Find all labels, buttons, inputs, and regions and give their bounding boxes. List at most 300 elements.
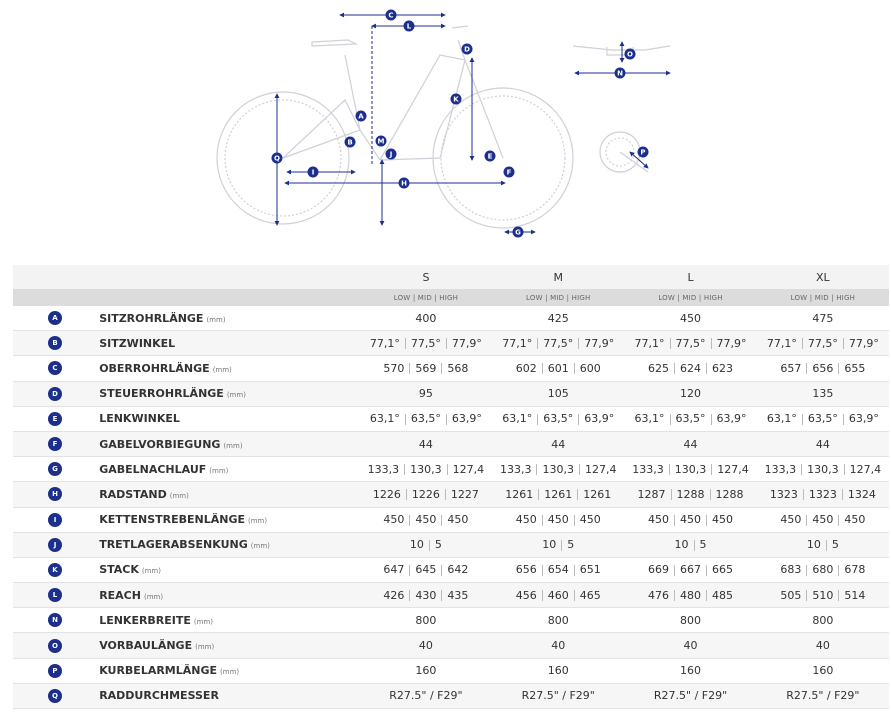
table-row — [13, 658, 889, 683]
row-unit: (mm) — [209, 466, 229, 475]
size-value-cell — [360, 608, 492, 633]
svg-text:F: F — [506, 168, 512, 177]
size-value-cell — [757, 532, 889, 557]
value: 425 — [547, 311, 569, 325]
size-value-cell — [492, 583, 624, 608]
value: 63,5° — [543, 412, 574, 426]
value: 435 — [447, 588, 469, 602]
value: 44 — [418, 437, 433, 451]
row-label: KETTENSTREBENLÄNGE — [99, 513, 245, 527]
row-label-cell — [99, 583, 360, 608]
svg-text:P: P — [640, 148, 646, 157]
value: 77,1° — [502, 336, 533, 350]
table-row — [13, 431, 889, 456]
value: 505 — [780, 588, 802, 602]
size-header-xl: XL — [757, 265, 889, 289]
size-value-cell — [624, 482, 756, 507]
value: 450 — [844, 513, 866, 527]
value: 77,9° — [716, 336, 747, 350]
row-label: VORBAULÄNGE — [99, 639, 193, 653]
size-value-cell — [360, 457, 492, 482]
table-row — [13, 356, 889, 381]
value: 476 — [648, 588, 670, 602]
value: 651 — [579, 563, 601, 577]
value: 475 — [812, 311, 834, 325]
value: 10 — [806, 538, 821, 552]
value: 135 — [812, 387, 834, 401]
svg-text:I: I — [311, 168, 315, 177]
size-value-cell — [360, 306, 492, 331]
value: 133,3 — [764, 462, 797, 476]
row-label: SITZWINKEL — [99, 336, 176, 350]
value: 654 — [547, 563, 569, 577]
value: 669 — [648, 563, 670, 577]
size-value-cell — [757, 482, 889, 507]
value: 77,9° — [584, 336, 615, 350]
svg-text:K: K — [453, 95, 459, 104]
size-value-cell — [360, 381, 492, 406]
row-label-cell — [99, 331, 360, 356]
row-letter-badge: C — [48, 361, 62, 375]
value: 40 — [815, 639, 830, 653]
value: 5 — [434, 538, 442, 552]
row-label: RADDURCHMESSER — [99, 689, 219, 703]
value: 625 — [648, 361, 670, 375]
row-letter-badge: N — [48, 613, 62, 627]
value: 601 — [547, 361, 569, 375]
row-label-cell — [99, 608, 360, 633]
value: 127,4 — [717, 462, 749, 476]
value: 10 — [409, 538, 424, 552]
value: R27.5" / F29" — [389, 689, 463, 703]
value: 77,5° — [675, 336, 706, 350]
value: 510 — [812, 588, 834, 602]
value: 160 — [680, 664, 702, 678]
diagram-badge-g — [513, 227, 524, 238]
value: 63,5° — [807, 412, 838, 426]
value: 450 — [515, 513, 537, 527]
value: 77,9° — [848, 336, 879, 350]
value: 63,5° — [675, 412, 706, 426]
value: 77,9° — [451, 336, 482, 350]
row-unit: (mm) — [248, 517, 268, 526]
value: 63,1° — [502, 412, 533, 426]
value: 5 — [567, 538, 575, 552]
size-value-cell — [624, 532, 756, 557]
size-value-cell — [360, 633, 492, 658]
value: 44 — [551, 437, 566, 451]
size-value-cell — [360, 683, 492, 708]
size-value-cell — [757, 406, 889, 431]
value: 63,9° — [716, 412, 747, 426]
row-label: RADSTAND — [99, 487, 167, 501]
row-unit: (mm) — [250, 542, 270, 551]
value: 683 — [780, 563, 802, 577]
size-value-cell — [492, 683, 624, 708]
value: 1287 — [637, 487, 666, 501]
size-value-cell — [757, 306, 889, 331]
value: 450 — [680, 513, 702, 527]
row-label-cell — [99, 431, 360, 456]
svg-text:B: B — [347, 138, 353, 147]
value: 642 — [447, 563, 469, 577]
size-value-cell — [757, 457, 889, 482]
badge-cell — [13, 557, 99, 582]
value: 63,1° — [369, 412, 400, 426]
diagram-badge-q — [272, 153, 283, 164]
value: 450 — [812, 513, 834, 527]
row-letter-badge: Q — [48, 689, 62, 703]
diagram-badge-e — [485, 151, 496, 162]
badge-cell — [13, 381, 99, 406]
row-letter-badge: P — [48, 664, 62, 678]
size-value-cell — [757, 683, 889, 708]
svg-text:O: O — [627, 50, 633, 59]
svg-text:J: J — [389, 150, 393, 159]
header-blank — [13, 265, 99, 289]
svg-text:N: N — [617, 69, 623, 78]
size-value-cell — [624, 583, 756, 608]
row-label: REACH — [99, 588, 141, 602]
value: 5 — [699, 538, 707, 552]
value: 570 — [383, 361, 405, 375]
size-value-cell — [624, 507, 756, 532]
value: 120 — [680, 387, 702, 401]
badge-cell — [13, 507, 99, 532]
size-value-cell — [360, 532, 492, 557]
table-row — [13, 381, 889, 406]
size-value-cell — [492, 431, 624, 456]
row-letter-badge: F — [48, 437, 62, 451]
row-label: STEUERROHRLÄNGE — [99, 387, 224, 401]
value: 514 — [844, 588, 866, 602]
value: 450 — [712, 513, 734, 527]
row-unit: (mm) — [193, 617, 214, 626]
row-label: LENKWINKEL — [99, 412, 180, 426]
row-label: TRETLAGERABSENKUNG — [99, 538, 248, 552]
diagram-badge-j — [386, 149, 397, 160]
row-letter-badge: A — [48, 311, 62, 325]
size-header-l: L — [624, 265, 756, 289]
value: 1323 — [769, 487, 798, 501]
table-row — [13, 306, 889, 331]
badge-cell — [13, 457, 99, 482]
row-label: LENKERBREITE — [99, 613, 191, 627]
size-value-cell — [757, 331, 889, 356]
value: 1288 — [715, 487, 744, 501]
badge-cell — [13, 431, 99, 456]
diagram-badge-a — [356, 111, 367, 122]
value: 133,3 — [367, 462, 400, 476]
badge-cell — [13, 482, 99, 507]
value: 105 — [547, 387, 569, 401]
value: 624 — [680, 361, 702, 375]
row-label: SITZROHRLÄNGE — [99, 311, 204, 325]
value: 569 — [415, 361, 437, 375]
value: 63,9° — [451, 412, 482, 426]
row-unit: (mm) — [195, 643, 215, 652]
table-row — [13, 507, 889, 532]
svg-text:H: H — [401, 179, 407, 188]
table-row — [13, 633, 889, 658]
value: 1288 — [676, 487, 705, 501]
size-value-cell — [757, 658, 889, 683]
value: 1227 — [450, 487, 479, 501]
row-letter-badge: B — [48, 336, 62, 350]
value: 645 — [415, 563, 437, 577]
row-label-cell — [99, 457, 360, 482]
value: 800 — [547, 613, 569, 627]
value: 95 — [418, 387, 433, 401]
setting-header: LOW | MID | HIGH — [492, 289, 624, 306]
badge-cell — [13, 583, 99, 608]
badge-cell — [13, 306, 99, 331]
row-unit: (mm) — [206, 315, 226, 324]
value: 450 — [383, 513, 405, 527]
value: 77,1° — [766, 336, 797, 350]
value: 40 — [683, 639, 698, 653]
row-letter-badge: G — [48, 462, 62, 476]
badge-cell — [13, 532, 99, 557]
value: 460 — [547, 588, 569, 602]
value: 450 — [579, 513, 601, 527]
value: 655 — [844, 361, 866, 375]
value: 133,3 — [632, 462, 664, 476]
row-label-cell — [99, 683, 360, 708]
value: 400 — [415, 311, 437, 325]
size-value-cell — [757, 633, 889, 658]
value: 130,3 — [410, 462, 442, 476]
row-label-cell — [99, 306, 360, 331]
size-value-cell — [492, 381, 624, 406]
row-letter-badge: L — [48, 588, 62, 602]
header-blank — [99, 265, 360, 289]
value: 1324 — [847, 487, 876, 501]
diagram-badge-k — [451, 94, 462, 105]
value: 77,5° — [807, 336, 838, 350]
svg-text:D: D — [464, 45, 470, 54]
value: R27.5" / F29" — [653, 689, 728, 703]
value: 160 — [415, 664, 437, 678]
value: 130,3 — [674, 462, 707, 476]
value: 77,5° — [543, 336, 574, 350]
value: 656 — [812, 361, 834, 375]
svg-text:L: L — [406, 22, 412, 31]
value: 602 — [515, 361, 537, 375]
value: 40 — [418, 639, 433, 653]
size-value-cell — [492, 557, 624, 582]
row-label-cell — [99, 532, 360, 557]
value: 450 — [648, 513, 670, 527]
value: 10 — [542, 538, 557, 552]
size-value-cell — [624, 331, 756, 356]
size-header-s: S — [360, 265, 492, 289]
size-value-cell — [624, 557, 756, 582]
row-unit: (mm) — [226, 391, 246, 400]
size-value-cell — [624, 633, 756, 658]
value: 1323 — [808, 487, 837, 501]
value: 44 — [815, 437, 830, 451]
value: 665 — [712, 563, 734, 577]
value: 63,1° — [634, 412, 665, 426]
value: 800 — [812, 613, 834, 627]
size-value-cell — [624, 431, 756, 456]
row-unit: (mm) — [143, 592, 164, 601]
value: 465 — [579, 588, 601, 602]
diagram-badge-i — [308, 167, 319, 178]
value: 623 — [712, 361, 734, 375]
table-row — [13, 532, 889, 557]
header-blank — [13, 289, 99, 306]
diagram-badge-f — [504, 167, 515, 178]
row-label-cell — [99, 557, 360, 582]
size-value-cell — [492, 406, 624, 431]
setting-header: LOW | MID | HIGH — [757, 289, 889, 306]
size-value-cell — [757, 356, 889, 381]
svg-text:M: M — [377, 137, 385, 146]
row-letter-badge: J — [48, 538, 62, 552]
value: 130,3 — [542, 462, 574, 476]
diagram-badge-d — [462, 44, 473, 55]
value: 657 — [780, 361, 802, 375]
value: 480 — [680, 588, 702, 602]
value: 1261 — [583, 487, 612, 501]
value: 1226 — [411, 487, 440, 501]
row-letter-badge: K — [48, 563, 62, 577]
value: 656 — [515, 563, 537, 577]
row-letter-badge: E — [48, 412, 62, 426]
row-unit: (mm) — [223, 441, 243, 450]
value: 160 — [547, 664, 569, 678]
size-value-cell — [492, 633, 624, 658]
value: 450 — [447, 513, 469, 527]
table-row — [13, 331, 889, 356]
row-unit: (mm) — [141, 567, 161, 576]
value: 63,1° — [766, 412, 797, 426]
table-row — [13, 608, 889, 633]
row-label: OBERROHRLÄNGE — [99, 361, 210, 375]
size-value-cell — [360, 331, 492, 356]
size-value-cell — [360, 431, 492, 456]
value: 450 — [547, 513, 569, 527]
size-value-cell — [757, 507, 889, 532]
size-value-cell — [624, 306, 756, 331]
svg-text:C: C — [388, 11, 394, 20]
setting-header: LOW | MID | HIGH — [360, 289, 492, 306]
svg-text:Q: Q — [274, 154, 280, 163]
size-value-cell — [492, 482, 624, 507]
diagram-badge-l — [404, 21, 415, 32]
size-value-cell — [360, 658, 492, 683]
size-value-cell — [360, 507, 492, 532]
table-row — [13, 457, 889, 482]
setting-header: LOW | MID | HIGH — [624, 289, 756, 306]
size-value-cell — [624, 356, 756, 381]
size-value-cell — [757, 583, 889, 608]
value: 568 — [447, 361, 469, 375]
value: 77,5° — [410, 336, 441, 350]
size-value-cell — [624, 658, 756, 683]
value: 160 — [812, 664, 834, 678]
svg-text:G: G — [515, 228, 521, 237]
size-value-cell — [624, 683, 756, 708]
size-value-cell — [757, 557, 889, 582]
size-header-row — [13, 265, 889, 289]
size-value-cell — [492, 608, 624, 633]
size-value-cell — [624, 457, 756, 482]
value: 63,9° — [848, 412, 879, 426]
size-value-cell — [624, 406, 756, 431]
size-value-cell — [492, 306, 624, 331]
size-value-cell — [624, 381, 756, 406]
row-label-cell — [99, 406, 360, 431]
diagram-badge-n — [615, 68, 626, 79]
badge-cell — [13, 658, 99, 683]
row-unit: (mm) — [169, 491, 189, 500]
badge-cell — [13, 633, 99, 658]
row-letter-badge: D — [48, 387, 62, 401]
size-value-cell — [360, 406, 492, 431]
row-unit: (mm) — [212, 365, 232, 374]
value: 127,4 — [849, 462, 882, 476]
value: 600 — [579, 361, 601, 375]
diagram-badge-p — [638, 147, 649, 158]
row-label: GABELNACHLAUF — [99, 462, 207, 476]
size-value-cell — [624, 608, 756, 633]
table-row — [13, 557, 889, 582]
value: 456 — [515, 588, 537, 602]
header-blank — [99, 289, 360, 306]
size-value-cell — [492, 331, 624, 356]
value: 40 — [551, 639, 566, 653]
size-value-cell — [360, 583, 492, 608]
value: 63,9° — [584, 412, 615, 426]
setting-header-row — [13, 289, 889, 306]
diagram-badge-m — [376, 136, 387, 147]
size-value-cell — [360, 557, 492, 582]
row-label-cell — [99, 356, 360, 381]
row-label-cell — [99, 507, 360, 532]
value: 450 — [780, 513, 802, 527]
value: 485 — [712, 588, 734, 602]
value: 133,3 — [499, 462, 532, 476]
geometry-table-body — [13, 306, 889, 709]
value: 130,3 — [807, 462, 839, 476]
row-unit: (mm) — [220, 668, 240, 677]
row-letter-badge: I — [48, 513, 62, 527]
value: 127,4 — [584, 462, 617, 476]
row-label-cell — [99, 658, 360, 683]
row-label-cell — [99, 633, 360, 658]
value: 678 — [844, 563, 866, 577]
size-value-cell — [492, 507, 624, 532]
size-value-cell — [360, 356, 492, 381]
size-header-m: M — [492, 265, 624, 289]
value: 800 — [415, 613, 437, 627]
diagram-badge-b — [345, 137, 356, 148]
badge-cell — [13, 608, 99, 633]
size-value-cell — [360, 482, 492, 507]
table-row — [13, 683, 889, 708]
size-value-cell — [492, 457, 624, 482]
diagram-badge-c — [386, 10, 397, 21]
svg-text:E: E — [487, 152, 493, 161]
value: R27.5" / F29" — [521, 689, 595, 703]
value: 1226 — [372, 487, 401, 501]
badge-cell — [13, 356, 99, 381]
value: 127,4 — [452, 462, 485, 476]
diagram-badge-h — [399, 178, 410, 189]
